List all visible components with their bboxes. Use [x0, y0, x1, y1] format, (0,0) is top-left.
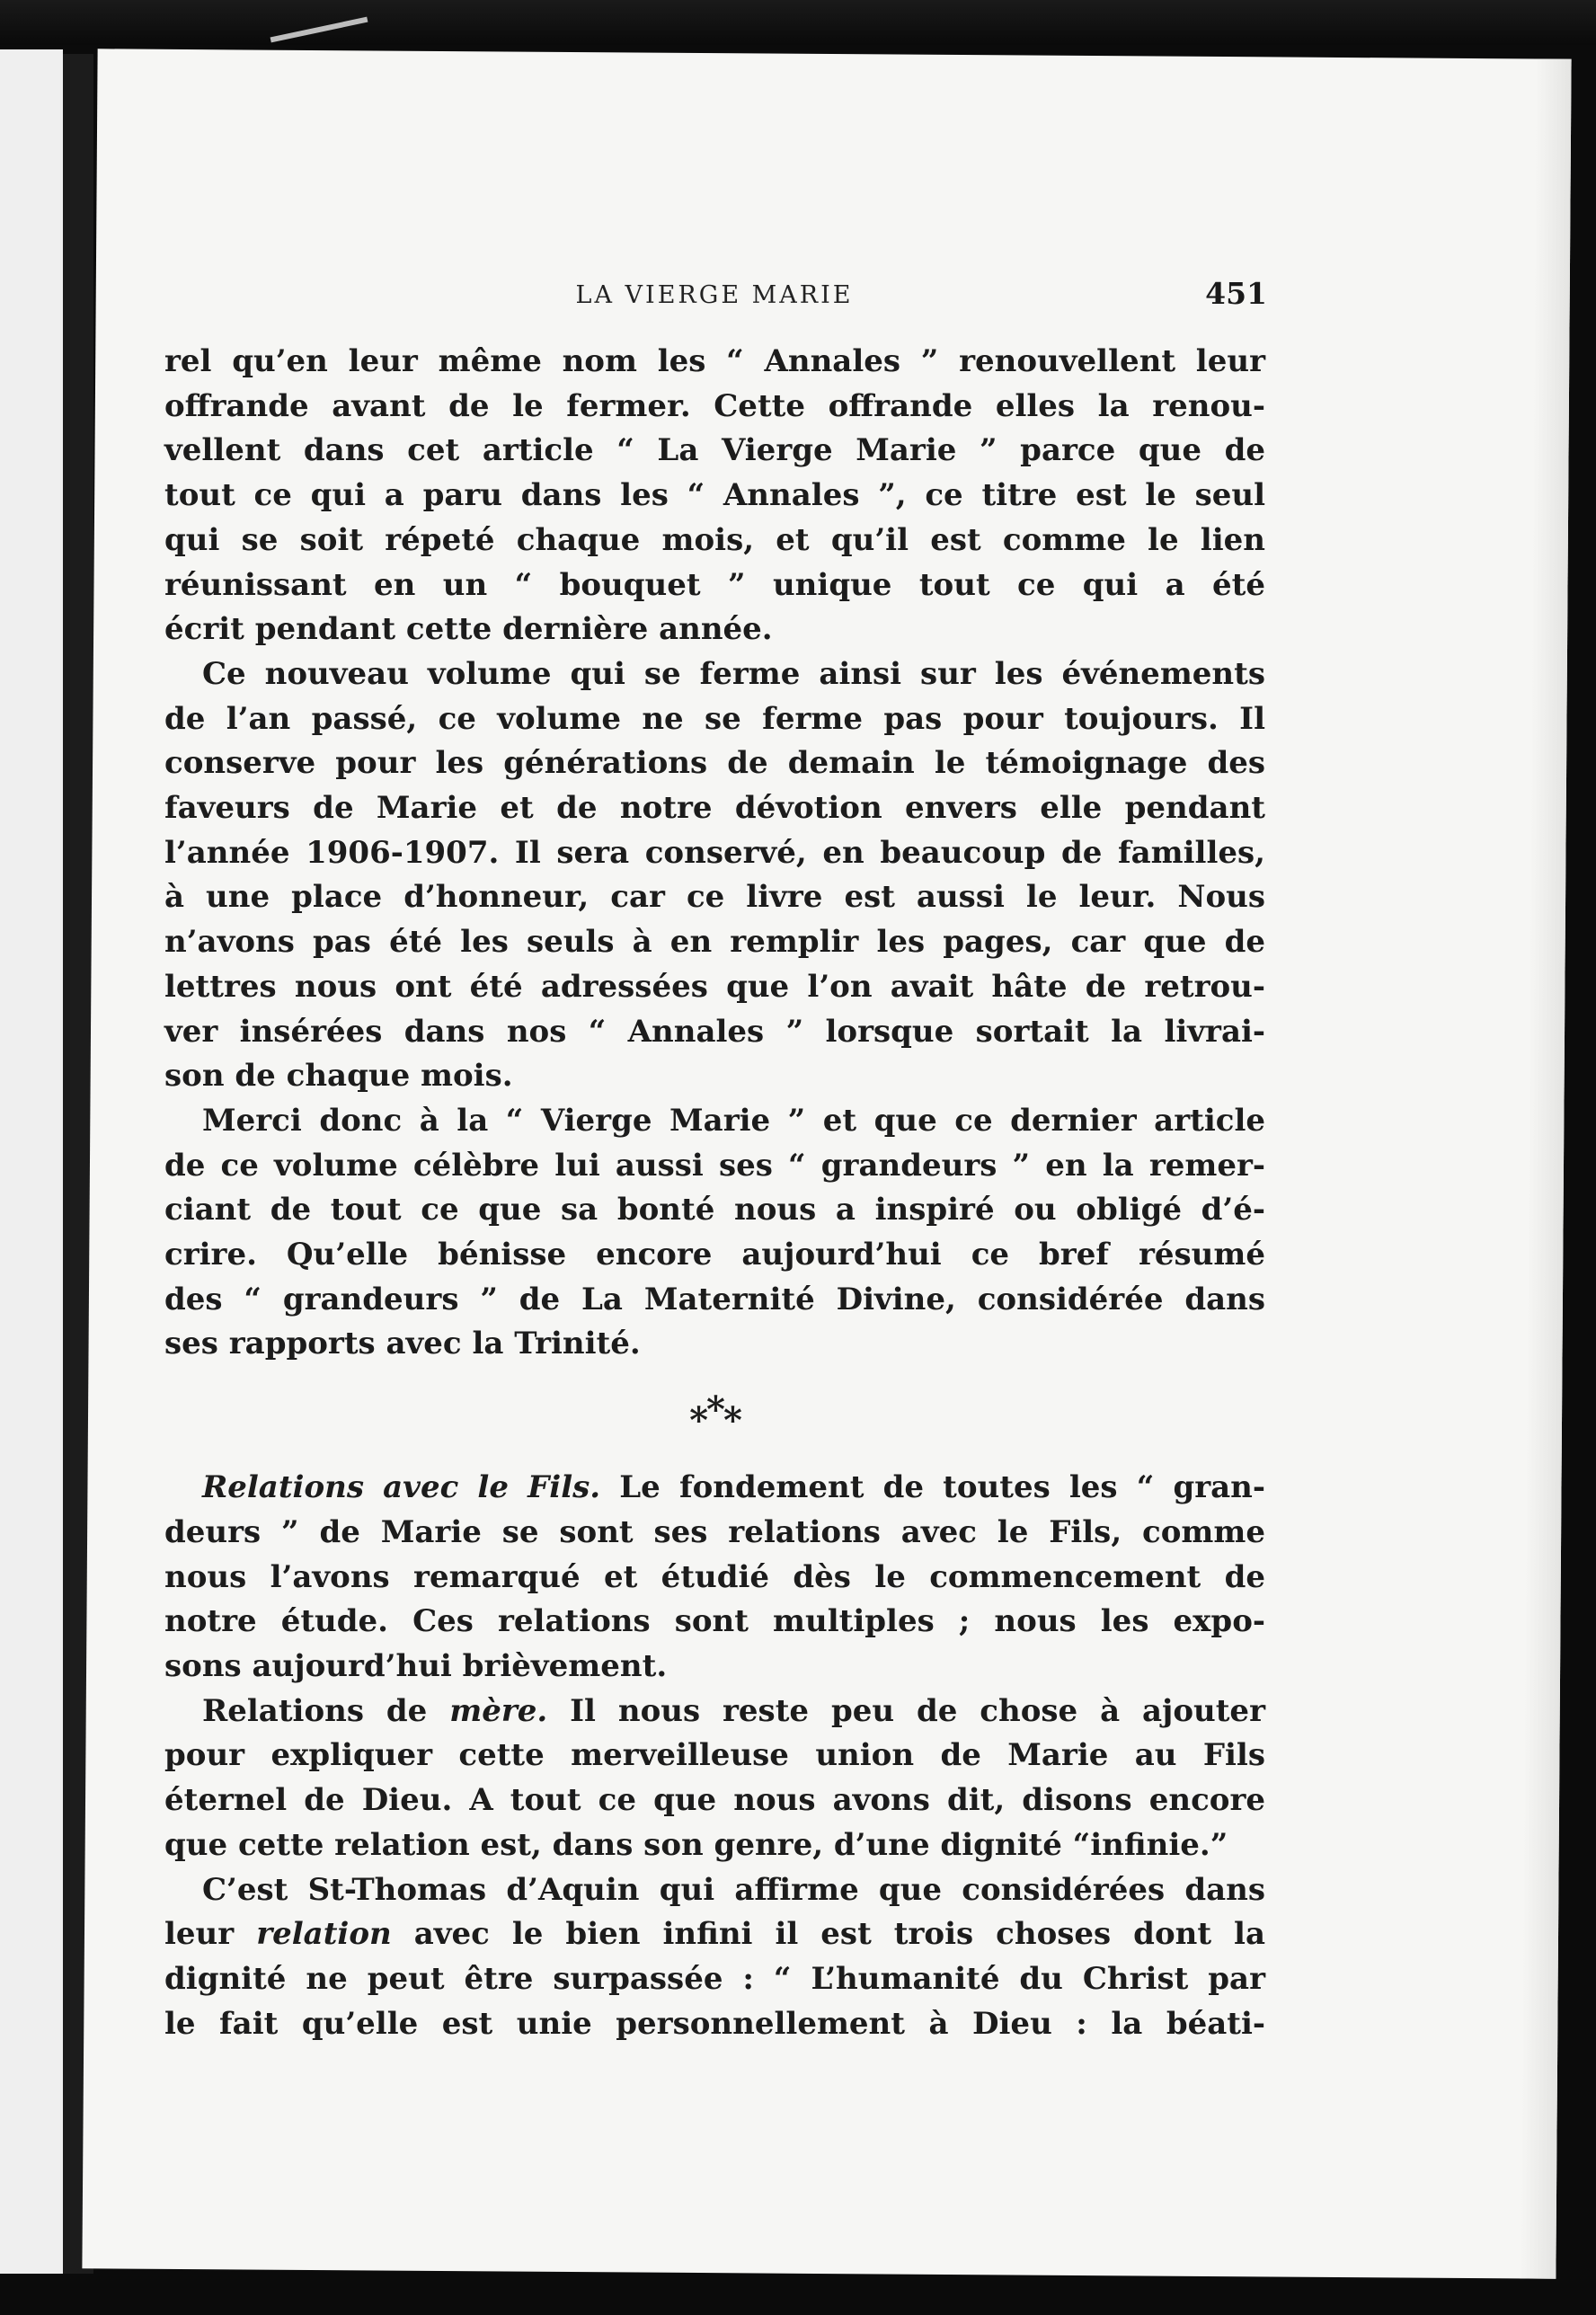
- text-line: que cette relation est, dans son genre, d’une dignité “infinie.”: [164, 1826, 1228, 1863]
- text-line: Ce nouveau volume qui se ferme ainsi sur les événements: [202, 655, 1265, 692]
- paragraph-6: [164, 1868, 1265, 2047]
- paragraph-5: [164, 1690, 1265, 1868]
- body-text: [164, 340, 1265, 2046]
- text-line: le fait qu’elle est unie personnellement à Dieu : la béati-: [164, 2005, 1265, 2042]
- running-title: LA VIERGE MARIE: [575, 281, 854, 309]
- text-line: crire. Qu’elle bénisse encore aujourd’hui ce bref résumé: [164, 1237, 1265, 1273]
- text-line: de ce volume célèbre lui aussi ses “ grandeurs ” en la remer-: [164, 1147, 1265, 1184]
- text-fragment: leur: [164, 1916, 235, 1953]
- text-line: qui se soit répeté chaque mois, et qu’il est comme le lien: [164, 521, 1265, 558]
- text-line: pour expliquer cette merveilleuse union de Marie au Fils: [164, 1737, 1265, 1774]
- text-line: conserve pour les générations de demain le témoignage des: [164, 745, 1265, 782]
- paragraph-2: [164, 652, 1265, 1099]
- text-fragment: Le fondement de toutes les “ gran-: [619, 1469, 1265, 1506]
- text-line: vellent dans cet article “ La Vierge Marie ” parce que de: [164, 432, 1265, 469]
- text-line: lettres nous ont été adressées que l’on avait hâte de retrou-: [164, 968, 1265, 1005]
- text-line: faveurs de Marie et de notre dévotion envers elle pendant: [164, 790, 1265, 827]
- text-line: deurs ” de Marie se sont ses relations avec le Fils, comme: [164, 1513, 1265, 1550]
- text-fragment: avec le bien infini il est trois choses dont la: [413, 1916, 1266, 1953]
- section-asterism: [164, 1367, 1265, 1466]
- text-line: n’avons pas été les seuls à en remplir les pages, car que de: [164, 924, 1265, 961]
- paragraph-4: [164, 1466, 1265, 1690]
- text-line: ver insérées dans nos “ Annales ” lorsque sortait la livrai-: [164, 1013, 1265, 1050]
- paragraph-1: [164, 340, 1265, 652]
- scan-mark: [270, 17, 368, 43]
- text-line: Merci donc à la “ Vierge Marie ” et que ce dernier article: [202, 1102, 1265, 1139]
- scan-background-top: [0, 0, 1596, 45]
- text-fragment: Relations de: [202, 1692, 428, 1729]
- text-line: [164, 1466, 1265, 1511]
- text-line: tout ce qui a paru dans les “ Annales ”, ce titre est le seul: [164, 477, 1265, 514]
- text-line: à une place d’honneur, car ce livre est aussi le leur. Nous: [164, 879, 1265, 916]
- facing-page-edge: [0, 49, 63, 2274]
- text-fragment: Il nous reste peu de chose à ajouter: [570, 1692, 1265, 1729]
- text-line: son de chaque mois.: [164, 1058, 513, 1095]
- text-line: ciant de tout ce que sa bonté nous a inspiré ou obligé d’é-: [164, 1192, 1265, 1228]
- section-heading: Relations avec le Fils.: [202, 1469, 601, 1506]
- text-line: de l’an passé, ce volume ne se ferme pas pour toujours. Il: [164, 700, 1265, 737]
- page-edge-shadow: [1520, 58, 1571, 2278]
- text-line: des “ grandeurs ” de La Maternité Divine, considérée dans: [164, 1281, 1265, 1317]
- text-line: rel qu’en leur même nom les “ Annales ” renouvellent leur: [164, 343, 1265, 379]
- text-line: dignité ne peut être surpassée : “ L’humanité du Christ par: [164, 1960, 1265, 1997]
- page-number: 451: [1205, 276, 1267, 311]
- paragraph-3: [164, 1099, 1265, 1367]
- text-line: éternel de Dieu. A tout ce que nous avons dit, disons encore: [164, 1782, 1265, 1819]
- running-header: [162, 274, 1267, 328]
- italic-term: relation: [256, 1916, 392, 1953]
- text-line: sons aujourd’hui brièvement.: [164, 1647, 668, 1684]
- italic-term: mère.: [449, 1692, 548, 1729]
- text-line: écrit pendant cette dernière année.: [164, 611, 773, 648]
- text-line: notre étude. Ces relations sont multiples ; nous les expo-: [164, 1603, 1265, 1640]
- text-line: offrande avant de le fermer. Cette offrande elles la renou-: [164, 387, 1265, 424]
- asterisk: *: [723, 1399, 740, 1442]
- text-line: réunissant en un “ bouquet ” unique tout ce qui a été: [164, 566, 1265, 603]
- text-line: [164, 1690, 1265, 1734]
- text-line: C’est St-Thomas d’Aquin qui affirme que considérées dans: [202, 1871, 1265, 1908]
- text-line: [164, 1912, 1265, 1957]
- text-line: ses rapports avec la Trinité.: [164, 1326, 641, 1362]
- text-line: l’année 1906-1907. Il sera conservé, en beaucoup de familles,: [164, 834, 1265, 871]
- asterisk: *: [689, 1399, 707, 1442]
- text-line: nous l’avons remarqué et étudié dès le commencement de: [164, 1558, 1265, 1595]
- asterisk: *: [706, 1388, 723, 1432]
